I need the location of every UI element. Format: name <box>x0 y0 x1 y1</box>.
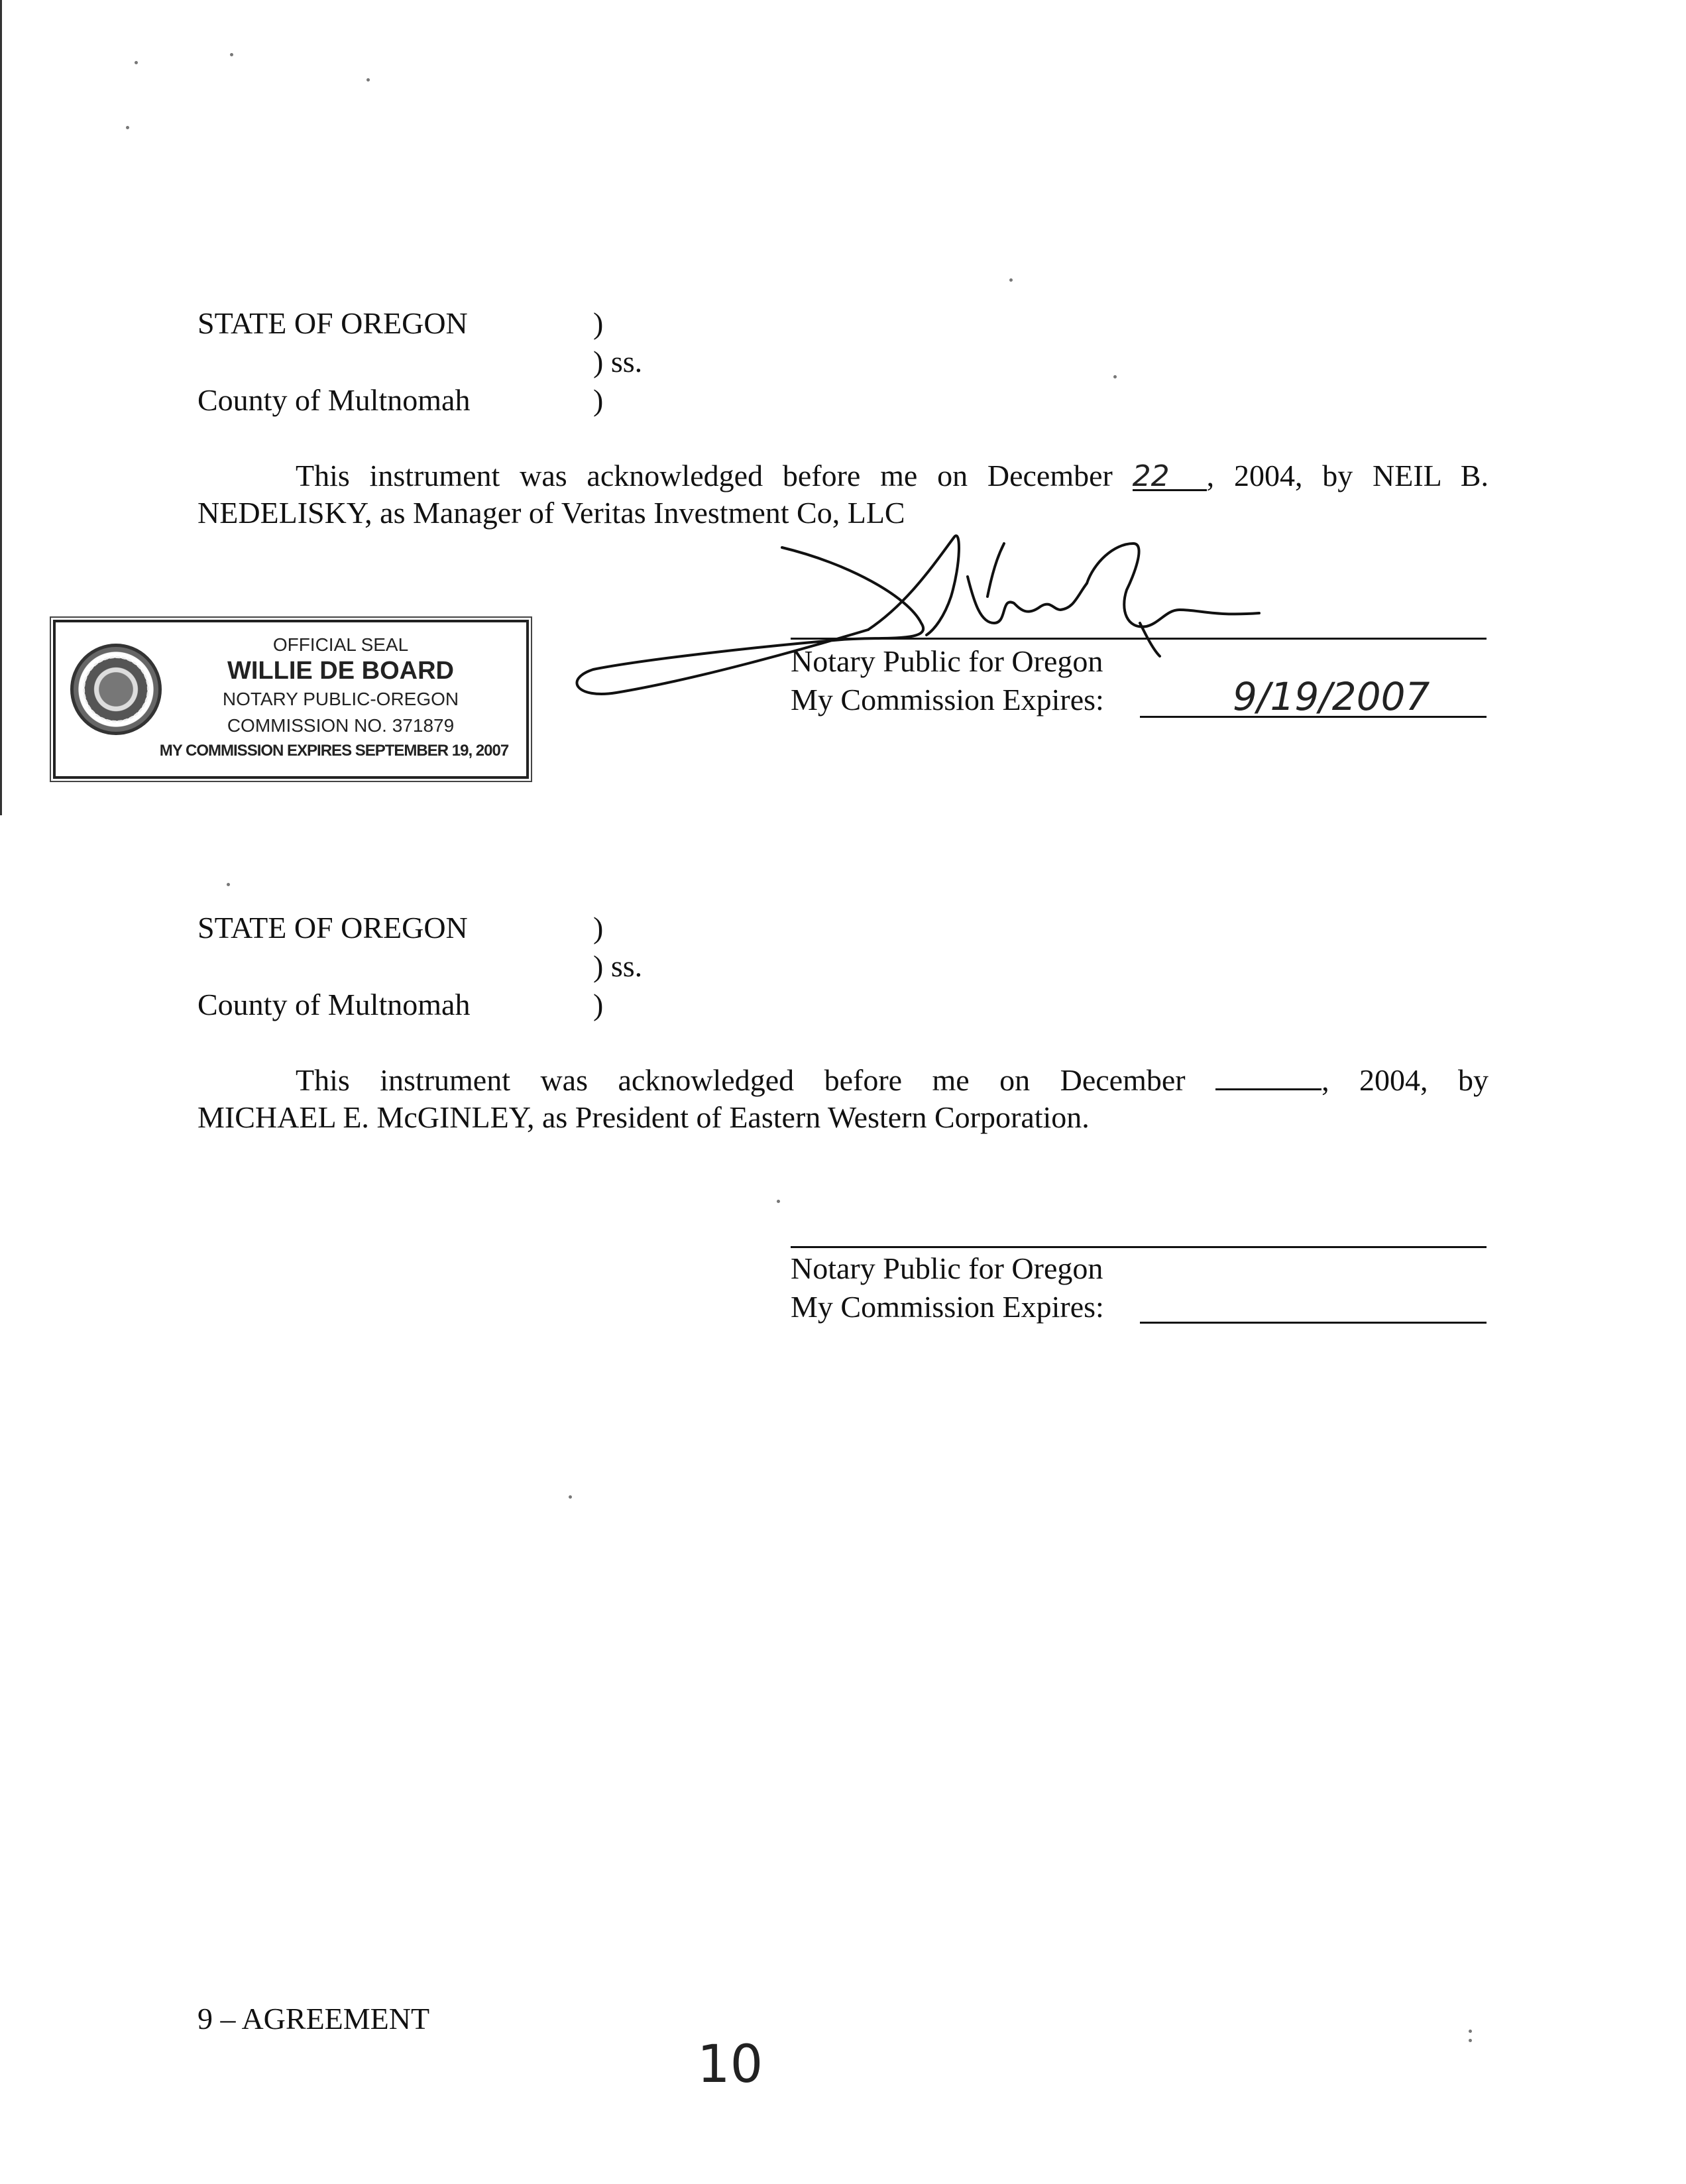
scan-speck <box>1113 375 1117 378</box>
state-heading-1: STATE OF OREGON <box>197 306 468 340</box>
acknowledgment-line-4: MICHAEL E. McGINLEY, as President of Eastern Western Corporation. <box>197 1100 1090 1134</box>
scan-speck <box>126 126 129 129</box>
scan-speck <box>777 1200 780 1203</box>
county-heading-1: County of Multnomah <box>197 383 471 417</box>
county-heading-2: County of Multnomah <box>197 988 471 1021</box>
venue-ss-1: ) ss. <box>593 345 643 378</box>
ack-text-1a: This instrument was acknowledged before me on December <box>296 459 1113 492</box>
venue-paren-bottom-1: ) <box>593 383 604 417</box>
scan-speck <box>1469 2030 1472 2033</box>
stamp-line-official-seal: OFFICIAL SEAL <box>272 634 409 655</box>
ack-day-handwritten: 22 <box>1133 464 1207 491</box>
page-edge <box>0 0 2 815</box>
notary-label-2: Notary Public for Oregon <box>791 1251 1103 1285</box>
ack-text-2a: This instrument was acknowledged before me on December <box>296 1063 1186 1097</box>
scan-speck <box>366 78 370 82</box>
notary-signature-line-2 <box>791 1246 1487 1248</box>
venue-paren-top-2: ) <box>593 911 604 945</box>
stamp-line-name: WILLIE DE BOARD <box>227 657 454 685</box>
acknowledgment-line-1 <box>296 457 1489 494</box>
scan-speck <box>230 53 233 56</box>
scan-speck <box>135 61 138 64</box>
handwritten-page-number: 10 <box>697 2035 763 2095</box>
commission-expires-line-2 <box>1140 1322 1487 1324</box>
ack-day-blank <box>1215 1063 1321 1090</box>
notary-label-1: Notary Public for Oregon <box>791 644 1103 678</box>
acknowledgment-line-2: NEDELISKY, as Manager of Veritas Investment Co, LLC <box>197 496 905 530</box>
scan-speck <box>227 883 230 886</box>
stamp-line-notary: NOTARY PUBLIC-OREGON <box>222 689 459 709</box>
venue-paren-bottom-2: ) <box>593 988 604 1021</box>
scan-speck <box>1469 2039 1472 2042</box>
commission-expires-label-1: My Commission Expires: <box>791 683 1104 717</box>
venue-paren-top-1: ) <box>593 306 604 340</box>
notary-signature-line-1 <box>791 638 1487 640</box>
scan-speck <box>569 1495 572 1499</box>
commission-expires-handwritten: 9/19/2007 <box>1233 674 1430 719</box>
state-seal-emblem <box>70 644 162 735</box>
footer-section-label: 9 – AGREEMENT <box>197 2002 430 2036</box>
stamp-line-expires: MY COMMISSION EXPIRES SEPTEMBER 19, 2007 <box>159 742 509 760</box>
state-heading-2: STATE OF OREGON <box>197 911 468 945</box>
commission-expires-label-2: My Commission Expires: <box>791 1290 1104 1324</box>
scan-speck <box>1009 278 1013 282</box>
official-notary-seal-stamp <box>53 620 529 779</box>
acknowledgment-line-3 <box>296 1062 1489 1099</box>
ack-text-1b: , 2004, by NEIL B. <box>1206 459 1489 492</box>
stamp-line-commission-no: COMMISSION NO. 371879 <box>227 715 455 736</box>
venue-ss-2: ) ss. <box>593 949 643 983</box>
ack-text-2b: , 2004, by <box>1321 1063 1489 1097</box>
